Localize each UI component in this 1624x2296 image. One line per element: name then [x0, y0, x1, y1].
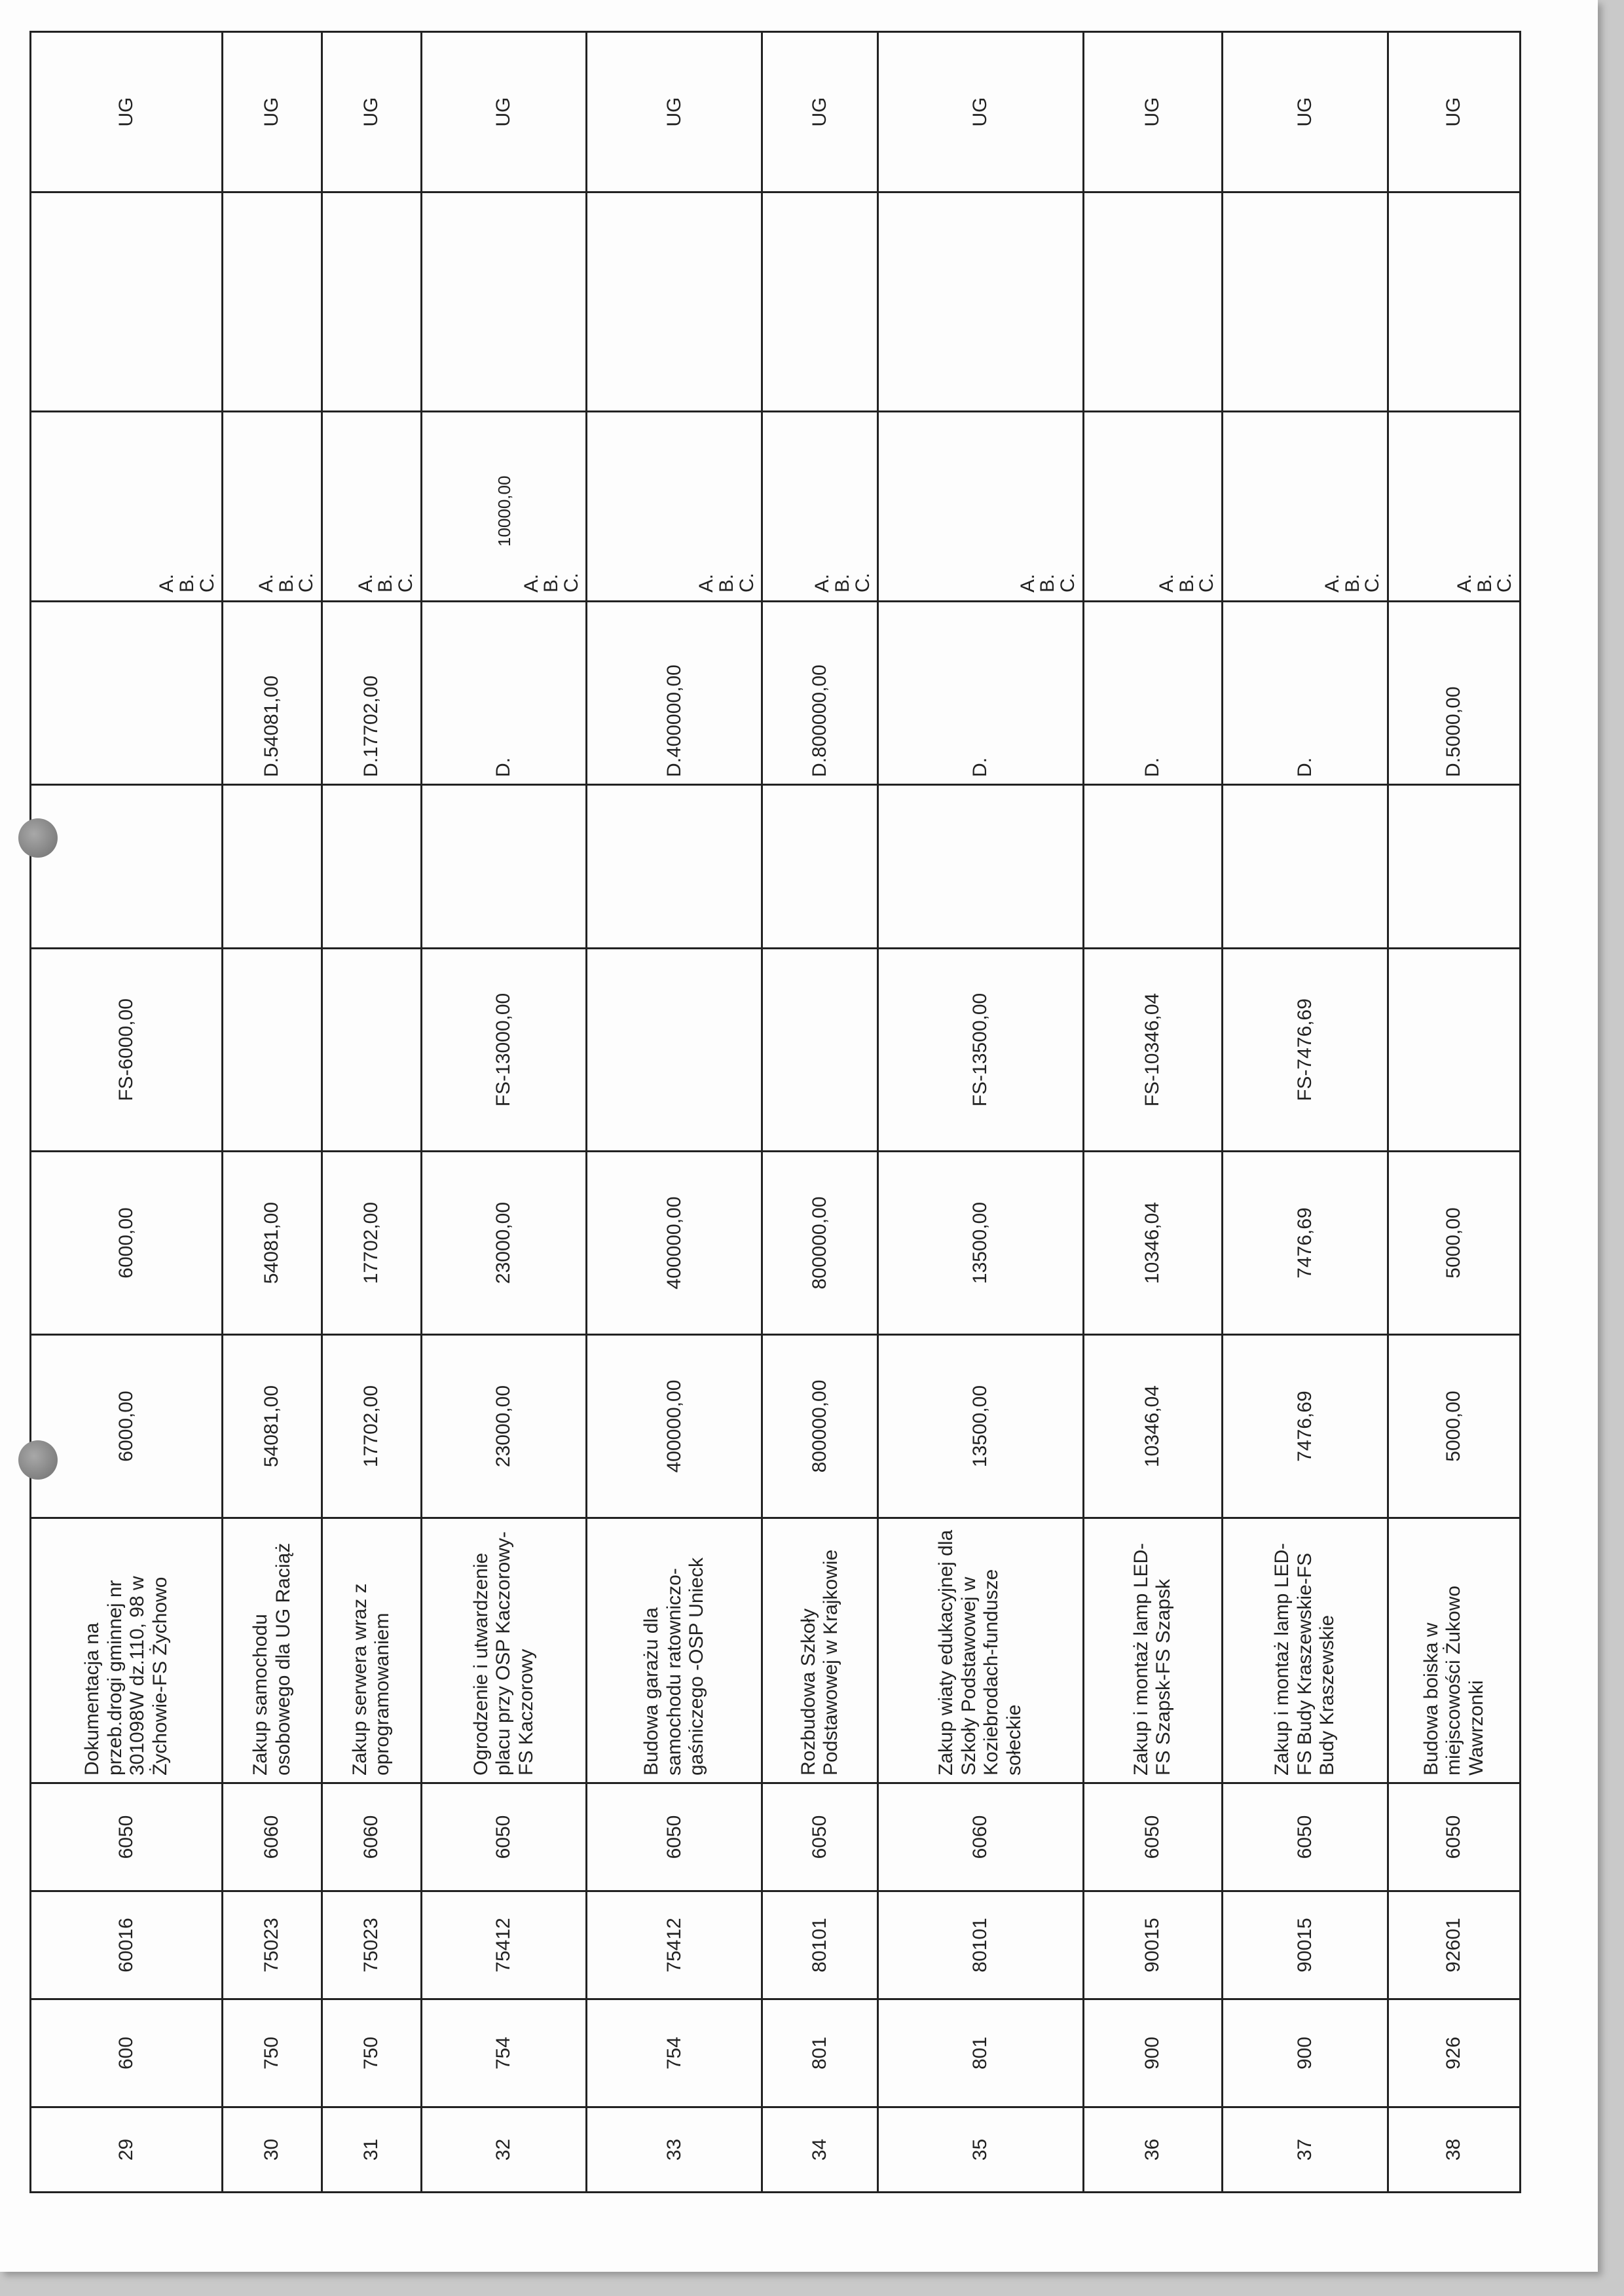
rozdzial-cell-text: 75412: [492, 1918, 515, 1973]
abc-label: C.: [394, 573, 416, 592]
row-number: [322, 2107, 421, 2193]
task-name-cell-text: Zakup wiaty edukacyjnej dla Szkoły Podstawowej w Koziebrodach-fundusze sołeckie: [935, 1529, 1025, 1776]
source-d-cell-text: D.: [1141, 757, 1164, 777]
empty-cell: [878, 192, 1083, 412]
unit-cell: [322, 32, 421, 192]
abc-label: C.: [851, 573, 874, 592]
source-d-cell: [1083, 602, 1222, 785]
amount-year-cell: [421, 1152, 587, 1335]
task-name-cell: [1222, 1518, 1388, 1783]
table-row: [587, 32, 762, 2193]
amount-total-cell-text: 400000,00: [663, 1379, 685, 1473]
dzial-cell: [878, 1999, 1083, 2107]
empty-cell: [587, 192, 762, 412]
amount-year-cell-text: 6000,00: [115, 1207, 137, 1279]
abc-label: A.: [156, 574, 178, 592]
source-d-cell-text: D.: [1293, 757, 1316, 777]
dzial-cell-text: 750: [261, 2036, 283, 2070]
fs-cell: [223, 949, 322, 1152]
unit-cell: [223, 32, 322, 192]
dzial-cell-text: 750: [360, 2036, 382, 2070]
abc-label: B.: [1473, 574, 1496, 592]
amount-year-cell: [878, 1152, 1083, 1335]
amount-total-cell: [322, 1335, 421, 1518]
investment-table: [29, 31, 1521, 2193]
unit-cell-text: UG: [1293, 97, 1316, 127]
amount-total-cell: [223, 1335, 322, 1518]
amount-total-cell-text: 54081,00: [261, 1385, 283, 1468]
task-name-cell-text: Budowa garażu dla samochodu ratowniczo-gaśniczego -OSP Unieck: [640, 1558, 708, 1776]
abc-labels: [1157, 573, 1217, 592]
punch-hole-top: [18, 818, 58, 858]
source-d-cell-text: D.54081,00: [261, 675, 283, 777]
abc-label: A.: [1156, 574, 1178, 592]
source-abc-cell: [421, 412, 587, 602]
abc-label: A.: [354, 574, 377, 592]
empty-cell: [31, 192, 223, 412]
amount-year-cell: [1388, 1152, 1520, 1335]
empty-cell: [1222, 192, 1388, 412]
task-name-cell: [1388, 1518, 1520, 1783]
dzial-cell-text: 801: [969, 2036, 991, 2070]
empty-cell: [1083, 785, 1222, 949]
dzial-cell-text: 600: [115, 2036, 137, 2070]
amount-year-cell: [1222, 1152, 1388, 1335]
task-name-cell-text: Zakup i montaż lamp LED-FS Szapsk-FS Szapsk: [1130, 1542, 1175, 1776]
fs-cell-text: FS-7476,69: [1293, 998, 1316, 1101]
unit-cell: [762, 32, 878, 192]
abc-label: B.: [275, 574, 297, 592]
dzial-cell-text: 900: [1293, 2036, 1316, 2070]
unit-cell-text: UG: [1443, 97, 1465, 127]
abc-label: A.: [520, 574, 542, 592]
source-abc-cell: [1388, 412, 1520, 602]
fs-cell: [878, 949, 1083, 1152]
dzial-cell: [1388, 1999, 1520, 2107]
source-d-cell: [1222, 602, 1388, 785]
empty-cell: [322, 785, 421, 949]
abc-label: C.: [1196, 573, 1218, 592]
task-name-cell-text: Rozbudowa Szkoły Podstawowej w Krajkowie: [797, 1549, 842, 1776]
paragraf-cell-text: 6050: [1293, 1815, 1316, 1859]
source-d-cell: [223, 602, 322, 785]
paragraf-cell-text: 6050: [1141, 1815, 1164, 1859]
paragraf-cell: [587, 1783, 762, 1891]
source-abc-cell: [762, 412, 878, 602]
empty-cell: [31, 785, 223, 949]
abc-label: A.: [1321, 574, 1343, 592]
amount-total-cell: [1083, 1335, 1222, 1518]
row-number-text: 32: [492, 2138, 515, 2161]
empty-cell: [1083, 192, 1222, 412]
amount-year-cell-text: 23000,00: [492, 1201, 515, 1285]
paragraf-cell-text: 6050: [663, 1815, 685, 1859]
source-d-cell-text: D.: [969, 757, 991, 777]
abc-label: A.: [811, 574, 834, 592]
rozdzial-cell-text: 80101: [808, 1918, 830, 1973]
row-number: [421, 2107, 587, 2193]
source-abc-cell: [878, 412, 1083, 602]
source-d-cell: [322, 602, 421, 785]
abc-label: C.: [196, 573, 218, 592]
abc-label: A.: [1016, 574, 1039, 592]
amount-year-cell-text: 5000,00: [1443, 1207, 1465, 1279]
row-number-text: 33: [663, 2138, 685, 2161]
abc-label: A.: [695, 574, 718, 592]
unit-cell-text: UG: [115, 97, 137, 127]
row-number: [1388, 2107, 1520, 2193]
abc-label: B.: [831, 574, 853, 592]
dzial-cell: [1083, 1999, 1222, 2107]
row-number-text: 38: [1443, 2138, 1465, 2161]
fs-cell: [587, 949, 762, 1152]
source-d-cell-text: D.400000,00: [663, 665, 685, 777]
abc-labels: [1018, 573, 1079, 592]
task-name-cell: [223, 1518, 322, 1783]
row-number-text: 34: [808, 2138, 830, 2161]
amount-total-cell: [587, 1335, 762, 1518]
rozdzial-cell: [322, 1891, 421, 1999]
source-d-cell-text: D.800000,00: [808, 665, 830, 777]
abc-label: A.: [255, 574, 278, 592]
task-name-cell-text: Dokumentacja na przeb.drogi gminnej nr 301098W dz.110, 98 w Żychowie-FS Żychowo: [81, 1576, 171, 1776]
fs-cell: [1388, 949, 1520, 1152]
rozdzial-cell: [31, 1891, 223, 1999]
dzial-cell: [587, 1999, 762, 2107]
row-number-text: 30: [261, 2138, 283, 2161]
task-name-cell: [878, 1518, 1083, 1783]
source-d-cell: [421, 602, 587, 785]
dzial-cell: [31, 1999, 223, 2107]
rozdzial-cell: [421, 1891, 587, 1999]
unit-cell-text: UG: [808, 97, 830, 127]
row-number: [31, 2107, 223, 2193]
dzial-cell: [421, 1999, 587, 2107]
punch-hole-bottom: [18, 1440, 58, 1480]
task-name-cell-text: Zakup serwera wraz z oprogramowaniem: [348, 1583, 394, 1776]
fs-cell-text: FS-10346,04: [1141, 993, 1164, 1107]
table-row: [1222, 32, 1388, 2193]
amount-total-cell-text: 17702,00: [360, 1385, 382, 1468]
rozdzial-cell: [1388, 1891, 1520, 1999]
rozdzial-cell: [878, 1891, 1083, 1999]
abc-label: B.: [375, 574, 397, 592]
abc-label: B.: [716, 574, 738, 592]
row-number-text: 35: [969, 2138, 991, 2161]
source-d-cell-text: D.: [492, 757, 515, 777]
amount-total-cell-text: 800000,00: [808, 1379, 830, 1473]
amount-total-cell: [762, 1335, 878, 1518]
amount-year-cell: [322, 1152, 421, 1335]
dzial-cell: [322, 1999, 421, 2107]
amount-total-cell-text: 23000,00: [492, 1385, 515, 1468]
unit-cell-text: UG: [492, 97, 515, 127]
paragraf-cell-text: 6050: [115, 1815, 137, 1859]
row-number-text: 29: [115, 2138, 137, 2161]
amount-total-cell: [878, 1335, 1083, 1518]
fs-cell: [421, 949, 587, 1152]
dzial-cell: [762, 1999, 878, 2107]
source-d-cell: [1388, 602, 1520, 785]
fs-cell: [762, 949, 878, 1152]
row-number-text: 36: [1141, 2138, 1164, 2161]
amount-year-cell: [587, 1152, 762, 1335]
amount-year-cell-text: 400000,00: [663, 1196, 685, 1290]
source-d-cell: [762, 602, 878, 785]
task-name-cell: [1083, 1518, 1222, 1783]
paragraf-cell: [421, 1783, 587, 1891]
row-number: [762, 2107, 878, 2193]
abc-labels: [356, 573, 416, 592]
task-name-cell-text: Ogrodzenie i utwardzenie placu przy OSP Kaczorowy-FS Kaczorowy: [470, 1531, 537, 1776]
amount-total-cell: [1222, 1335, 1388, 1518]
row-number: [1222, 2107, 1388, 2193]
amount-total-cell: [31, 1335, 223, 1518]
source-d-cell-text: D.17702,00: [360, 675, 382, 777]
abc-label: C.: [1057, 573, 1079, 592]
unit-cell: [878, 32, 1083, 192]
paragraf-cell: [762, 1783, 878, 1891]
dzial-cell-text: 801: [808, 2036, 830, 2070]
paragraf-cell-text: 6050: [1443, 1815, 1465, 1859]
source-abc-cell: [223, 412, 322, 602]
paragraf-cell: [1083, 1783, 1222, 1891]
unit-cell-text: UG: [360, 97, 382, 127]
row-number: [223, 2107, 322, 2193]
empty-cell: [322, 192, 421, 412]
dzial-cell: [223, 1999, 322, 2107]
row-number-text: 31: [360, 2138, 382, 2161]
table-row: [223, 32, 322, 2193]
dzial-cell-text: 754: [663, 2036, 685, 2070]
row-number: [1083, 2107, 1222, 2193]
fs-cell: [31, 949, 223, 1152]
paragraf-cell-text: 6060: [261, 1815, 283, 1859]
source-d-cell: [878, 602, 1083, 785]
paragraf-cell-text: 6050: [808, 1815, 830, 1859]
amount-total-cell-text: 5000,00: [1443, 1391, 1465, 1462]
paragraf-cell-text: 6060: [969, 1815, 991, 1859]
rozdzial-cell-text: 90015: [1141, 1918, 1164, 1973]
dzial-cell-text: 926: [1443, 2036, 1465, 2070]
dzial-cell-text: 754: [492, 2036, 515, 2070]
paragraf-cell: [1222, 1783, 1388, 1891]
amount-year-cell: [223, 1152, 322, 1335]
amount-year-cell-text: 17702,00: [360, 1201, 382, 1285]
source-abc-cell: [31, 412, 223, 602]
row-number: [587, 2107, 762, 2193]
abc-label: C.: [1361, 573, 1384, 592]
unit-cell: [1083, 32, 1222, 192]
amount-year-cell: [762, 1152, 878, 1335]
rozdzial-cell: [762, 1891, 878, 1999]
abc-label: B.: [1037, 574, 1059, 592]
paragraf-cell: [223, 1783, 322, 1891]
amount-year-cell-text: 10346,04: [1141, 1201, 1164, 1285]
abc-label: C.: [735, 573, 758, 592]
rozdzial-cell-text: 75412: [663, 1918, 685, 1973]
rozdzial-cell: [587, 1891, 762, 1999]
empty-cell: [878, 785, 1083, 949]
rozdzial-cell-text: 90015: [1293, 1918, 1316, 1973]
empty-cell: [223, 785, 322, 949]
task-name-cell: [421, 1518, 587, 1783]
abc-labels: [494, 475, 582, 592]
abc-labels: [813, 573, 873, 592]
amount-total-cell: [421, 1335, 587, 1518]
abc-labels: [697, 573, 757, 592]
amount-year-cell: [1083, 1152, 1222, 1335]
empty-cell: [223, 192, 322, 412]
unit-cell-text: UG: [969, 97, 991, 127]
unit-cell: [31, 32, 223, 192]
rozdzial-cell: [223, 1891, 322, 1999]
abc-label: B.: [540, 574, 563, 592]
abc-labels: [1323, 573, 1383, 592]
task-name-cell-text: Zakup samochodu osobowego dla UG Raciąż: [249, 1542, 294, 1776]
unit-cell: [1388, 32, 1520, 192]
source-d-cell: [31, 602, 223, 785]
empty-cell: [762, 192, 878, 412]
row-number: [878, 2107, 1083, 2193]
table-row: [31, 32, 223, 2193]
abc-labels: [1455, 573, 1515, 592]
dzial-cell-text: 900: [1141, 2036, 1164, 2070]
empty-cell: [762, 785, 878, 949]
task-name-cell-text: Budowa boiska w miejscowości Żukowo Wawrzonki: [1420, 1585, 1487, 1776]
row-number-text: 37: [1293, 2138, 1316, 2161]
source-abc-cell: [1083, 412, 1222, 602]
amount-year-cell: [31, 1152, 223, 1335]
task-name-cell: [31, 1518, 223, 1783]
abc-labels: [157, 573, 217, 592]
rozdzial-cell: [1222, 1891, 1388, 1999]
amount-year-cell-text: 13500,00: [969, 1201, 991, 1285]
rozdzial-cell-text: 60016: [115, 1918, 137, 1973]
table-row: [878, 32, 1083, 2193]
empty-cell: [1388, 192, 1520, 412]
amount-total-cell-text: 7476,69: [1293, 1391, 1316, 1462]
unit-cell: [587, 32, 762, 192]
abc-labels: [257, 573, 317, 592]
empty-cell: [421, 192, 587, 412]
task-name-cell-text: Zakup i montaż lamp LED-FS Budy Kraszewskie-FS Budy Kraszewskie: [1271, 1542, 1338, 1776]
source-abc-cell: [1222, 412, 1388, 602]
source-abc-cell: [587, 412, 762, 602]
amount-total-cell: [1388, 1335, 1520, 1518]
paragraf-cell-text: 6050: [492, 1815, 515, 1859]
abc-label: C.: [295, 573, 318, 592]
table-row: [421, 32, 587, 2193]
fs-cell: [322, 949, 421, 1152]
fs-cell-text: FS-6000,00: [115, 998, 137, 1101]
amount-total-cell-text: 6000,00: [115, 1391, 137, 1462]
amount-year-cell-text: 54081,00: [261, 1201, 283, 1285]
fs-cell: [1083, 949, 1222, 1152]
abc-label: B.: [176, 574, 198, 592]
abc-label: A.: [1454, 574, 1476, 592]
amount-year-cell-text: 7476,69: [1293, 1207, 1316, 1279]
unit-cell: [1222, 32, 1388, 192]
paragraf-cell: [31, 1783, 223, 1891]
abc-label: C.: [1494, 573, 1516, 592]
rotated-table-container: [29, 33, 1521, 2193]
fs-cell-text: FS-13000,00: [492, 993, 515, 1107]
amount-total-cell-text: 10346,04: [1141, 1385, 1164, 1468]
task-name-cell: [762, 1518, 878, 1783]
abc-label: B.: [1341, 574, 1363, 592]
dzial-cell: [1222, 1999, 1388, 2107]
table-row: [1388, 32, 1520, 2193]
fs-cell: [1222, 949, 1388, 1152]
unit-cell: [421, 32, 587, 192]
paragraf-cell-text: 6060: [360, 1815, 382, 1859]
rozdzial-cell: [1083, 1891, 1222, 1999]
table-row: [322, 32, 421, 2193]
empty-cell: [421, 785, 587, 949]
source-d-cell-text: D.5000,00: [1443, 686, 1465, 777]
task-name-cell: [322, 1518, 421, 1783]
paragraf-cell: [878, 1783, 1083, 1891]
unit-cell-text: UG: [261, 97, 283, 127]
rozdzial-cell-text: 75023: [261, 1918, 283, 1973]
unit-cell-text: UG: [663, 97, 685, 127]
paragraf-cell: [322, 1783, 421, 1891]
empty-cell: [1222, 785, 1388, 949]
empty-cell: [1388, 785, 1520, 949]
table-row: [762, 32, 878, 2193]
amount-year-cell-text: 800000,00: [808, 1196, 830, 1290]
task-name-cell: [587, 1518, 762, 1783]
fs-cell-text: FS-13500,00: [969, 993, 991, 1107]
source-abc-cell: [322, 412, 421, 602]
amount-total-cell-text: 13500,00: [969, 1385, 991, 1468]
rozdzial-cell-text: 92601: [1443, 1918, 1465, 1973]
abc-label: C.: [560, 573, 582, 592]
rozdzial-cell-text: 75023: [360, 1918, 382, 1973]
empty-cell: [587, 785, 762, 949]
unit-cell-text: UG: [1141, 97, 1164, 127]
a-value: 10000,00: [494, 475, 514, 547]
source-d-cell: [587, 602, 762, 785]
table-row: [1083, 32, 1222, 2193]
paragraf-cell: [1388, 1783, 1520, 1891]
abc-label: B.: [1175, 574, 1198, 592]
rozdzial-cell-text: 80101: [969, 1918, 991, 1973]
